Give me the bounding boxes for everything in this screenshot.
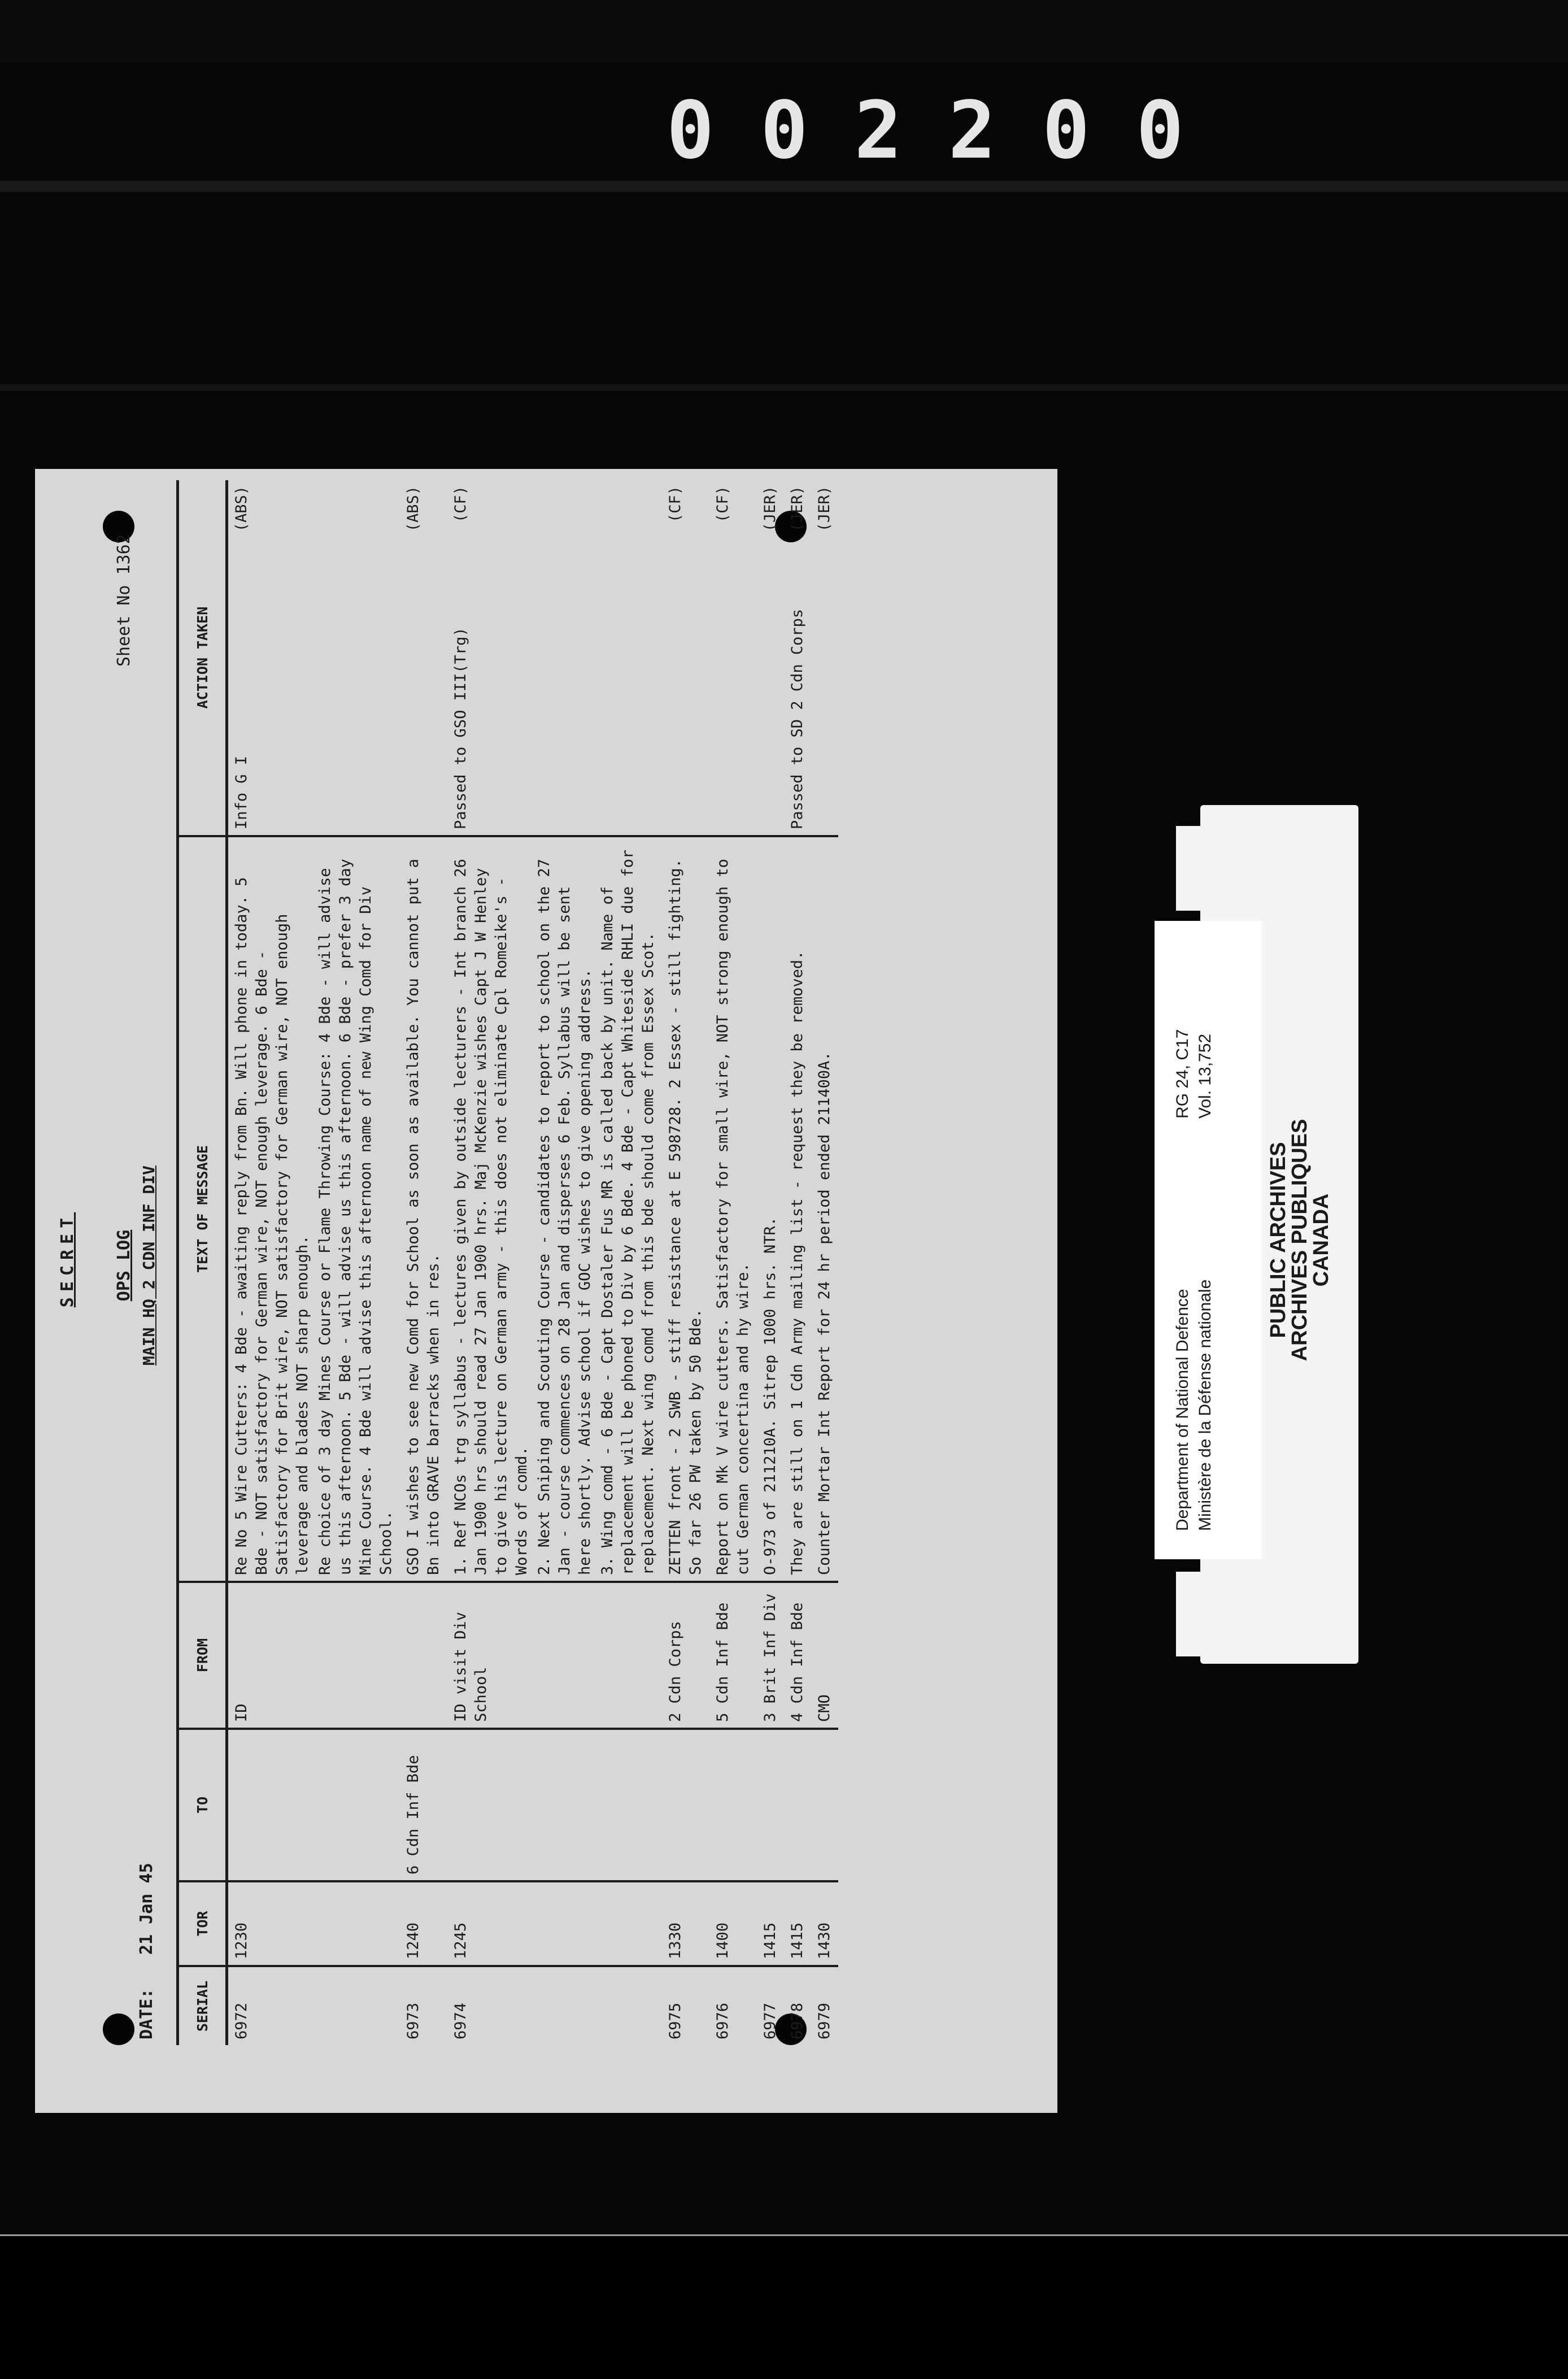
table-row: [811, 480, 838, 2045]
serial-cell: 6977: [757, 1966, 784, 2045]
tor-cell: 1415: [784, 1881, 811, 1966]
message-cell: [662, 836, 709, 1582]
initials: (JER): [761, 486, 779, 532]
action-text: Passed to GSO III(Trg): [452, 627, 469, 829]
action-cell: [662, 480, 709, 836]
reference-block: [1171, 1029, 1217, 1119]
from-cell: [400, 1582, 447, 1729]
date-label: DATE:: [137, 1988, 156, 2039]
film-band-top: [0, 0, 1568, 62]
action-cell: [757, 480, 784, 836]
serial-cell: 6978: [784, 1966, 811, 2045]
from-cell: 5 Cdn Inf Bde: [709, 1582, 757, 1729]
to-cell: 6 Cdn Inf Bde: [400, 1729, 447, 1881]
message-cell: [400, 836, 447, 1582]
to-cell: [662, 1729, 709, 1881]
initials: (JER): [816, 486, 833, 532]
message-cell: [757, 836, 784, 1582]
ops-log-table: [176, 480, 838, 2045]
column-header: TO: [178, 1729, 227, 1881]
message-text: 3. Wing comd - 6 Bde - Capt Dostaler Fus MR is called back by unit. Name of replacement will be phoned to Div by 6 Bde. 4 Bde - Capt Whiteside RHLI due for replacement. Next wing comd from this bde should come from Essex Scot.: [599, 849, 657, 1575]
table-row: [784, 480, 811, 2045]
record-group: RG 24, C17: [1173, 1029, 1192, 1119]
to-cell: [811, 1729, 838, 1881]
archive-name-english: PUBLIC ARCHIVES: [1266, 1142, 1290, 1338]
sheet-number: Sheet No 1362: [114, 534, 134, 667]
table-row: [447, 480, 662, 2045]
from-cell: ID: [227, 1582, 400, 1729]
message-text: Report on Mk V wire cutters. Satisfactory for small wire, NOT strong enough to cut German concertina and hy wire.: [714, 859, 752, 1575]
column-header: SERIAL: [178, 1966, 227, 2045]
initials: (CF): [452, 486, 469, 523]
column-header: ACTION TAKEN: [178, 480, 227, 836]
tor-cell: 1330: [662, 1881, 709, 1966]
volume-number: Vol. 13,752: [1196, 1033, 1214, 1119]
serial-cell: 6976: [709, 1966, 757, 2045]
initials: (JER): [789, 486, 806, 532]
film-band-divider: [0, 181, 1568, 192]
message-cell: [227, 836, 400, 1582]
film-band-bottom: [0, 2234, 1568, 2379]
date-value: 21 Jan 45: [137, 1863, 156, 1955]
table-row: [709, 480, 757, 2045]
punch-hole: [103, 2013, 134, 2045]
tor-cell: 1240: [400, 1881, 447, 1966]
department-block: [1171, 1280, 1217, 1531]
message-text: 2. Next Sniping and Scouting Course - candidates to report to school on the 27 Jan - course commences on 28 Jan and disperses 6 Feb. Syllabus will be sent here shortly. Advise school if GOC wishes to give opening address.: [535, 859, 594, 1575]
to-cell: [227, 1729, 400, 1881]
serial-cell: 6974: [447, 1966, 662, 2045]
action-cell: [400, 480, 447, 836]
to-cell: [709, 1729, 757, 1881]
message-text: Counter Mortar Int Report for 24 hr period ended 211400A.: [816, 1051, 833, 1575]
from-cell: 4 Cdn Inf Bde: [784, 1582, 811, 1729]
initials: (ABS): [404, 486, 422, 532]
from-cell: ID visit Div School: [447, 1582, 662, 1729]
serial-cell: 6973: [400, 1966, 447, 2045]
initials: (CF): [667, 486, 684, 523]
action-text: Passed to SD 2 Cdn Corps: [789, 608, 806, 829]
column-header: TEXT OF MESSAGE: [178, 836, 227, 1582]
action-cell: [811, 480, 838, 836]
message-cell: [811, 836, 838, 1582]
table-row: [227, 480, 400, 2045]
message-cell: [447, 836, 662, 1582]
message-text: 1. Ref NCOs trg syllabus - lectures given by outside lecturers - Int branch 26 Jan 1900 hrs should read 27 Jan 1900 hrs. Maj McKenzie wishes Capt J W Henley to give his lecture on German army - this does not eliminate Cpl Romeike's - Words of comd.: [452, 859, 530, 1575]
column-header: FROM: [178, 1582, 227, 1729]
tor-cell: 1230: [227, 1881, 400, 1966]
from-cell: 2 Cdn Corps: [662, 1582, 709, 1729]
initials: (CF): [714, 486, 731, 523]
ops-log-sheet: [35, 469, 1057, 2113]
to-cell: [757, 1729, 784, 1881]
from-cell: 3 Brit Inf Div: [757, 1582, 784, 1729]
action-cell: [709, 480, 757, 836]
table-row: [757, 480, 784, 2045]
from-cell: CMO: [811, 1582, 838, 1729]
initials: (ABS): [233, 486, 250, 532]
message-cell: [709, 836, 757, 1582]
message-text: Re choice of 3 day Mines Course or Flame Throwing Course: 4 Bde - will advise us this afternoon. 5 Bde - will advise us this afternoon. 6 Bde - prefer 3 day Mine Course. 4 Bde will advise this afternoon name of new Wing Comd for Div School.: [316, 859, 395, 1575]
message-text: GSO I wishes to see new Comd for School as soon as available. You cannot put a Bn into GRAVE barracks when in res.: [404, 859, 442, 1575]
serial-cell: 6972: [227, 1966, 400, 2045]
film-band-divider-lower: [0, 384, 1568, 391]
action-cell: [784, 480, 811, 836]
classification-stamp: SECRET: [58, 1212, 77, 1308]
table-row: [400, 480, 447, 2045]
serial-cell: 6979: [811, 1966, 838, 2045]
message-text: O-973 of 211210A. Sitrep 1000 hrs. NTR.: [761, 1217, 779, 1575]
tor-cell: 1400: [709, 1881, 757, 1966]
tor-cell: 1245: [447, 1881, 662, 1966]
message-text: ZETTEN front - 2 SWB - stiff resistance at E 598728. 2 Essex - still fighting. So far 26 PW taken by 50 Bde.: [667, 859, 704, 1575]
message-text: They are still on 1 Cdn Army mailing list - request they be removed.: [789, 950, 806, 1575]
department-french: Ministère de la Défense nationale: [1196, 1279, 1214, 1531]
log-unit: MAIN HQ 2 CDN INF DIV: [140, 1165, 158, 1366]
to-cell: [447, 1729, 662, 1881]
action-cell: [227, 480, 400, 836]
to-cell: [784, 1729, 811, 1881]
archive-reference-text: [1155, 921, 1262, 1559]
action-text: Info G I: [233, 755, 250, 829]
frame-number: 002200: [667, 85, 1230, 177]
table-row: [662, 480, 709, 2045]
serial-cell: 6975: [662, 1966, 709, 2045]
archive-name-french: ARCHIVES PUBLIQUES: [1288, 1119, 1312, 1362]
message-text: Re No 5 Wire Cutters: 4 Bde - awaiting reply from Bn. Will phone in today. 5 Bde - NOT satisfactory for German wire, NOT enough leverage. 6 Bde - Satisfactory for Brit wire, NOT satisfactory for German wire, NOT enough leverage and blades NOT sharp enough.: [233, 877, 311, 1575]
document-frame: [35, 469, 1057, 2113]
tor-cell: 1415: [757, 1881, 784, 1966]
department-english: Department of National Defence: [1173, 1289, 1192, 1531]
table-header-row: [178, 480, 227, 2045]
archive-name: [1268, 921, 1352, 1559]
message-cell: [784, 836, 811, 1582]
log-title: OPS LOG: [114, 1229, 134, 1302]
column-header: TOR: [178, 1881, 227, 1966]
action-cell: [447, 480, 662, 836]
archive-country: CANADA: [1309, 1193, 1333, 1287]
tor-cell: 1430: [811, 1881, 838, 1966]
